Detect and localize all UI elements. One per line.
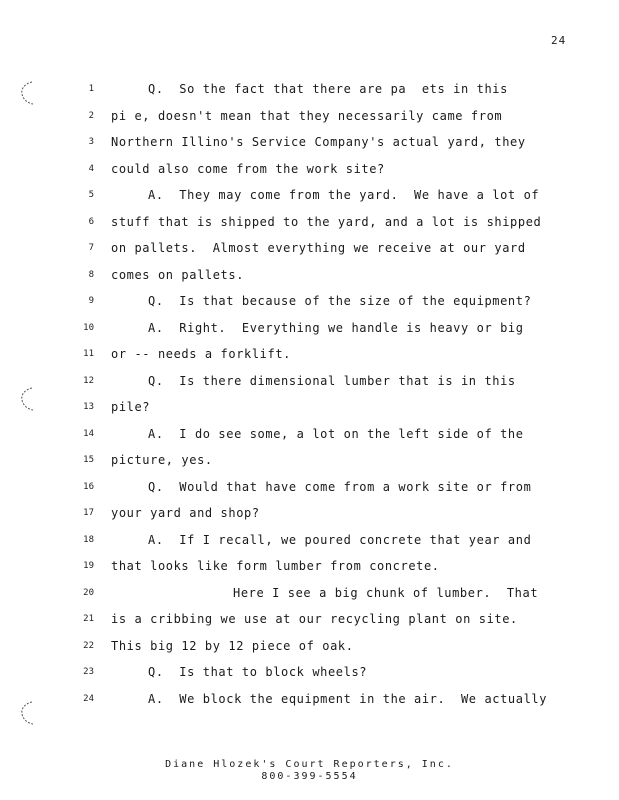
transcript-line	[0, 372, 619, 390]
transcript-line	[0, 213, 619, 231]
line-number: 23	[83, 667, 94, 677]
transcript-line	[0, 398, 619, 416]
line-text: A. If I recall, we poured concrete that year and	[148, 532, 532, 547]
transcript-line	[0, 531, 619, 549]
transcript-line	[0, 186, 619, 204]
line-text: Q. Is that because of the size of the equipment?	[148, 294, 532, 308]
transcript-line	[0, 345, 619, 363]
line-number: 1	[88, 84, 94, 94]
transcript-line	[0, 292, 619, 310]
transcript-line	[0, 584, 619, 602]
transcript-line	[0, 425, 619, 443]
line-number: 21	[83, 614, 94, 624]
line-text: could also come from the work site?	[111, 161, 385, 176]
line-number: 14	[83, 428, 94, 439]
line-number: 4	[88, 163, 94, 174]
transcript-line	[0, 690, 619, 708]
transcript-line	[0, 451, 619, 469]
line-number: 22	[83, 640, 94, 651]
line-text: that looks like form lumber from concrete.	[111, 559, 440, 573]
line-text: This big 12 by 12 piece of oak.	[111, 638, 354, 653]
transcript-line	[0, 80, 619, 98]
line-text: Q. Is there dimensional lumber that is in this	[148, 373, 516, 388]
line-number: 20	[83, 587, 94, 598]
line-number: 15	[83, 455, 94, 465]
page-number: 24	[551, 34, 567, 47]
line-text: A. Right. Everything we handle is heavy or big	[148, 320, 524, 335]
line-text: is a cribbing we use at our recycling plant on site.	[111, 612, 518, 626]
line-text: A. They may come from the yard. We have a lot of	[148, 188, 540, 202]
line-number: 17	[83, 508, 94, 518]
line-number: 16	[83, 481, 94, 492]
transcript-line	[0, 160, 619, 178]
transcript-line	[0, 610, 619, 628]
line-text: Q. So the fact that there are pa ets in this	[148, 82, 508, 96]
line-text: Q. Is that to block wheels?	[148, 665, 368, 679]
line-text: A. We block the equipment in the air. We actually	[148, 691, 548, 706]
transcript-line	[0, 107, 619, 125]
line-number: 13	[83, 402, 94, 412]
line-number: 7	[88, 243, 94, 253]
line-number: 10	[83, 322, 94, 333]
line-number: 8	[88, 269, 94, 280]
line-number: 19	[83, 561, 94, 571]
line-text: pi e, doesn't mean that they necessarily came from	[111, 108, 503, 123]
footer-phone: 800-399-5554	[261, 771, 358, 782]
transcript-line	[0, 663, 619, 681]
transcript-line	[0, 133, 619, 151]
line-text: your yard and shop?	[111, 506, 260, 520]
transcript-line	[0, 504, 619, 522]
line-number: 9	[88, 296, 94, 306]
line-number: 11	[83, 349, 94, 359]
line-text: or -- needs a forklift.	[111, 347, 291, 361]
line-text: Q. Would that have come from a work site or from	[148, 479, 532, 494]
line-text: pile?	[111, 400, 151, 414]
line-text: comes on pallets.	[111, 267, 245, 282]
line-number: 3	[88, 137, 94, 147]
line-number: 6	[88, 216, 94, 227]
line-number: 24	[83, 693, 94, 704]
line-text: Northern Illino's Service Company's actual yard, they	[111, 135, 526, 149]
line-text: Here I see a big chunk of lumber. That	[233, 585, 539, 600]
line-text: picture, yes.	[111, 453, 213, 467]
transcript-line	[0, 478, 619, 496]
line-number: 18	[83, 534, 94, 545]
line-number: 2	[88, 110, 94, 121]
footer-reporter-name: Diane Hlozek's Court Reporters, Inc.	[165, 759, 454, 770]
transcript-line	[0, 239, 619, 257]
transcript-line	[0, 266, 619, 284]
line-text: A. I do see some, a lot on the left side of the	[148, 426, 524, 441]
line-text: stuff that is shipped to the yard, and a lot is shipped	[111, 214, 542, 229]
line-text: on pallets. Almost everything we receive at our yard	[111, 241, 526, 255]
transcript-line	[0, 557, 619, 575]
transcript-line	[0, 319, 619, 337]
line-number: 5	[88, 190, 94, 200]
transcript-line	[0, 637, 619, 655]
line-number: 12	[83, 375, 94, 386]
